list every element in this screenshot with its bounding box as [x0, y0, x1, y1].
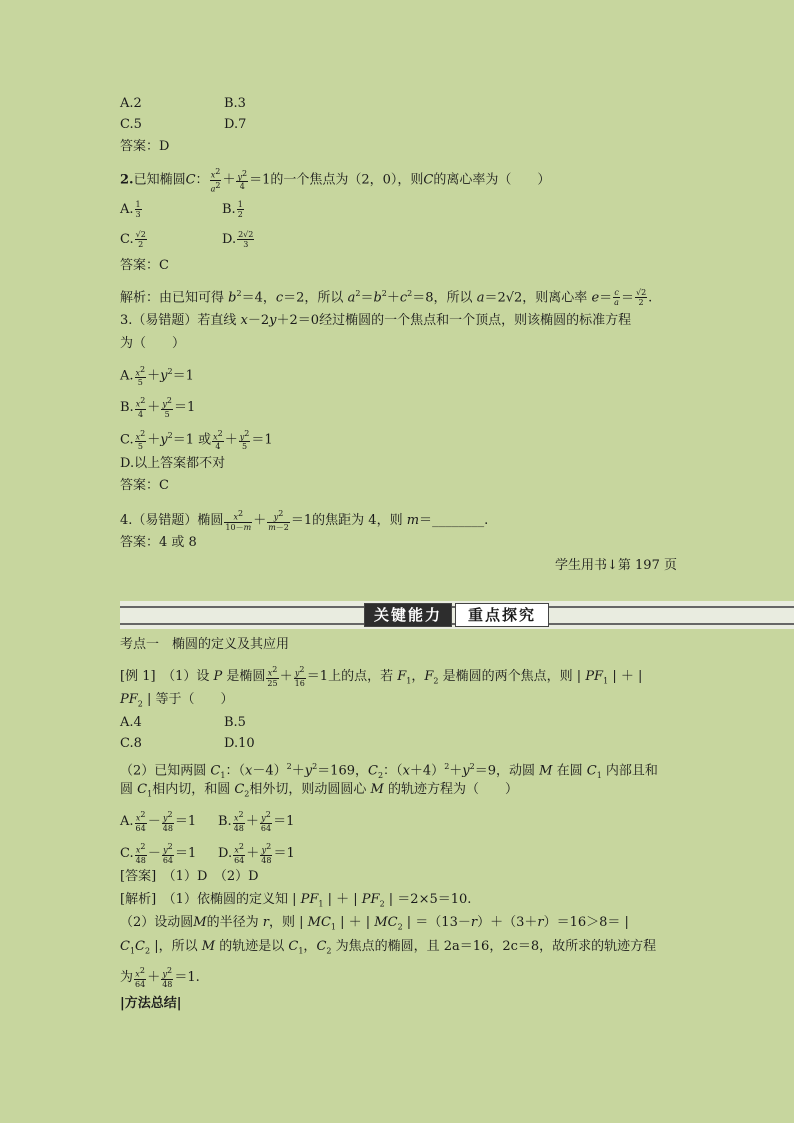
q3-option-a: A. $\frac{x^2}{5}$ $+y^2=1$ [120, 364, 194, 388]
example-analysis-line4: 为 $\frac{x^2}{64}$ ＋ $\frac{y^2}{48}$ ＝1. [120, 966, 200, 989]
example-part1-line2: $PF_2$ | 等于（ ） [120, 692, 234, 709]
q1-answer: 答案：D [120, 139, 170, 154]
example2-option-b: B. $\frac{x^2}{48}$ ＋ $\frac{y^2}{64}$ ＝1 [218, 810, 295, 833]
topic-heading: 考点一 椭圆的定义及其应用 [120, 637, 290, 652]
example-part1: [例 1] （1）设 P 是椭圆 $\frac{x^2}{25}$ ＋ $\frac{y^2}{16}$ ＝1上的点，若 $F_1$，$F_2$ 是椭圆的两个焦点，则 | $PF_1$ | ＋ | [120, 665, 643, 688]
q3-stem: 3.（易错题）若直线 x－2y＋2＝0经过椭圆的一个焦点和一个顶点，则该椭圆的标准方程 [120, 313, 632, 328]
page-reference: 学生用书↓第 197 页 [555, 558, 677, 573]
example-analysis: [解析] （1）依椭圆的定义知 | $PF_1$ | ＋ | $PF_2$ | ＝2×5＝10. [120, 892, 472, 909]
banner-label-key-ability: 关键能力 [364, 603, 452, 627]
q2-stem: 2.已知椭圆C： $\frac{x^2}{a^2}$ ＋ $\frac{y^2}{4}$ ＝1的一个焦点为（2，0），则C的离心率为（ ） [120, 167, 551, 194]
q1-option-c: C.5 [120, 117, 142, 132]
q3-option-d: D.以上答案都不对 [120, 456, 226, 471]
example-part2: （2）已知两圆 $C_1$：$(x-4)^2+y^2=169$，$C_2$：$(x+4)^2+y^2=9$，动圆 M 在圆 $C_1$ 内部且和 [120, 762, 658, 780]
q3-answer: 答案：C [120, 478, 169, 493]
q3-option-c: C. $\frac{x^2}{5}$ $+y^2=1$ 或 $\frac{x^2}{4}$ ＋ $\frac{y^2}{5}$ ＝1 [120, 428, 273, 452]
example2-option-c: C. $\frac{x^2}{48}$ － $\frac{y^2}{64}$ ＝1 [120, 842, 197, 865]
method-summary-heading: |方法总结| [120, 996, 182, 1011]
q3-option-b: B. $\frac{x^2}{4}$ ＋ $\frac{y^2}{5}$ ＝1 [120, 396, 196, 419]
banner-label-focus: 重点探究 [455, 603, 549, 627]
example2-option-d: D. $\frac{x^2}{64}$ ＋ $\frac{y^2}{48}$ ＝1 [218, 842, 295, 865]
example-option-b: B.5 [224, 715, 246, 730]
q2-option-b: B. $\frac{1}{2}$ [222, 200, 243, 219]
example-option-a: A.4 [120, 715, 142, 730]
q4-answer: 答案：4 或 8 [120, 535, 197, 550]
example-option-d: D.10 [224, 736, 255, 751]
q1-option-d: D.7 [224, 117, 247, 132]
example-answer: [答案] （1）D （2）D [120, 869, 259, 884]
example-analysis-line3: $C_1C_2$ |，所以 M 的轨迹是以 $C_1$，$C_2$ 为焦点的椭圆，且 2a＝16，2c＝8，故所求的轨迹方程 [120, 939, 657, 956]
q3-stem-line2: 为（ ） [120, 336, 186, 351]
q1-option-a: A.2 [120, 96, 142, 111]
q4-stem: 4.（易错题）椭圆 $\frac{x^2}{10-m}$ ＋ $\frac{y^2}{m-2}$ ＝1的焦距为 4，则 m＝________. [120, 509, 489, 532]
example2-option-a: A. $\frac{x^2}{64}$ － $\frac{y^2}{48}$ ＝1 [120, 810, 197, 833]
q1-option-b: B.3 [224, 96, 246, 111]
example-analysis-line2: （2）设动圆M的半径为 r，则 | $MC_1$ | ＋ | $MC_2$ | ＝（13－r）＋（3＋r）＝16＞8＝ | [120, 915, 629, 932]
example-part2-line2: 圆 $C_1$相内切，和圆 $C_2$相外切，则动圆圆心 M 的轨迹方程为（ ） [120, 782, 519, 799]
example-option-c: C.8 [120, 736, 142, 751]
q2-option-c: C. $\frac{√2}{2}$ [120, 230, 146, 249]
q2-analysis: 解析：由已知可得 $b^2=4$，c＝2，所以 $a^2=b^2+c^2=8$，所以 a＝2√2，则离心率 e＝ $\frac{c}{a}$ ＝ $\frac{√2}{2}$ . [120, 288, 653, 308]
q2-option-a: A. $\frac{1}{3}$ [120, 200, 141, 219]
q2-answer: 答案：C [120, 258, 169, 273]
q2-option-d: D. $\frac{2√2}{3}$ [222, 230, 254, 249]
